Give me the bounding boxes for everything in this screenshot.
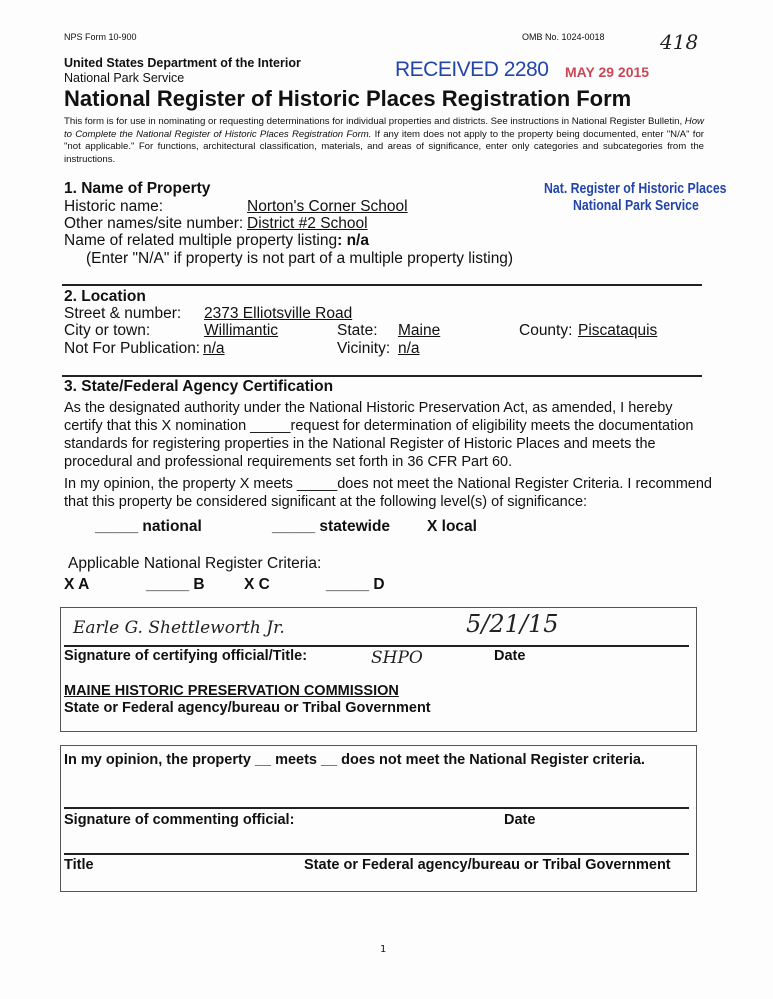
street-value: 2373 Elliotsville Road <box>204 305 353 322</box>
handwritten-number: 418 <box>660 30 699 54</box>
state-value: Maine <box>398 322 441 339</box>
received-stamp: RECEIVED 2280 <box>395 58 549 81</box>
street-label: Street & number: <box>64 305 182 322</box>
county-value: Piscataquis <box>578 322 658 339</box>
comment-agency-label: State or Federal agency/bureau or Tribal Government <box>304 857 671 873</box>
comment-date-label: Date <box>504 812 536 828</box>
comment-title-label: Title <box>64 857 94 873</box>
historic-name-value: Norton's Corner School <box>247 198 408 215</box>
level-national[interactable]: _____ national <box>95 518 202 535</box>
handwritten-title: SHPO <box>371 648 423 668</box>
level-statewide[interactable]: _____ statewide <box>272 518 391 535</box>
historic-name-label: Historic name: <box>64 198 164 215</box>
omb-number: OMB No. 1024-0018 <box>522 32 605 42</box>
department: United States Department of the Interior <box>64 56 301 70</box>
related-listing: Name of related multiple property listing: n/a <box>64 232 369 249</box>
agency-label: State or Federal agency/bureau or Tribal Government <box>64 700 431 716</box>
criterion-c[interactable]: X C <box>244 576 270 593</box>
criterion-b[interactable]: _____ B <box>146 576 205 593</box>
vicinity-label: Vicinity: <box>337 340 391 357</box>
city-value: Willimantic <box>204 322 279 339</box>
vicinity-value: n/a <box>398 340 420 357</box>
page-title: National Register of Historic Places Registration Form <box>64 86 632 111</box>
state-label: State: <box>337 322 378 339</box>
criteria-label: Applicable National Register Criteria: <box>68 555 322 572</box>
other-names-label: Other names/site number: <box>64 215 244 232</box>
city-label: City or town: <box>64 322 151 339</box>
nfp-label: Not For Publication: <box>64 340 201 357</box>
signature-line <box>64 645 689 647</box>
received-date-stamp: MAY 29 2015 <box>565 64 650 80</box>
divider <box>62 284 702 286</box>
section2-heading: 2. Location <box>64 288 146 305</box>
page-number: 1 <box>380 944 387 955</box>
criterion-d[interactable]: _____ D <box>326 576 385 593</box>
intro-paragraph: This form is for use in nominating or requesting determinations for individual properties and districts. See instructions in National Register Bulletin, How to Complete the National Register of Historic Places Registration Form. If any item does not apply to the property being documented, enter "N/A" for "not applicable." For functions, architectural classification, materials, and areas of significance, enter only categories and subcategories from the instructions. <box>64 116 705 165</box>
signature-line <box>64 807 689 809</box>
comment-signature-label: Signature of commenting official: <box>64 812 295 828</box>
certification-paragraph: As the designated authority under the National Historic Preservation Act, as amended, I hereby certify that this X nomination _____request for determination of eligibility meets the documentation standards for registering properties in the National Register of Historic Places and meets the procedural and professional requirements set forth in 36 CFR Part 60. <box>64 400 694 470</box>
nrhp-stamp-line1: Nat. Register of Historic Places <box>544 180 727 197</box>
signature-label: Signature of certifying official/Title: <box>64 648 308 664</box>
level-local[interactable]: X local <box>427 518 477 535</box>
section3-heading: 3. State/Federal Agency Certification <box>64 378 334 395</box>
title-line <box>64 853 689 855</box>
comment-opinion: In my opinion, the property __ meets __ does not meet the National Register criteria. <box>64 752 645 768</box>
date-label: Date <box>494 648 526 664</box>
criterion-a[interactable]: X A <box>64 576 90 593</box>
opinion-paragraph: In my opinion, the property X meets _____does not meet the National Register Criteria. I recommend that this property be considered significant at the following level(s) of significance: <box>64 476 712 510</box>
related-listing-note: (Enter "N/A" if property is not part of a multiple property listing) <box>86 250 514 267</box>
service: National Park Service <box>64 71 185 85</box>
form-number: NPS Form 10-900 <box>64 32 137 42</box>
county-label: County: <box>519 322 573 339</box>
section1-heading: 1. Name of Property <box>64 180 211 197</box>
divider <box>62 375 702 377</box>
other-names-value: District #2 School <box>247 215 368 232</box>
agency-name: MAINE HISTORIC PRESERVATION COMMISSION <box>64 683 399 699</box>
nfp-value: n/a <box>203 340 225 357</box>
handwritten-signature: Earle G. Shettleworth Jr. <box>73 618 285 638</box>
nrhp-stamp-line2: National Park Service <box>573 197 699 214</box>
certifying-official-box <box>60 607 697 732</box>
handwritten-date: 5/21/15 <box>466 610 559 638</box>
commenting-official-box <box>60 745 697 892</box>
